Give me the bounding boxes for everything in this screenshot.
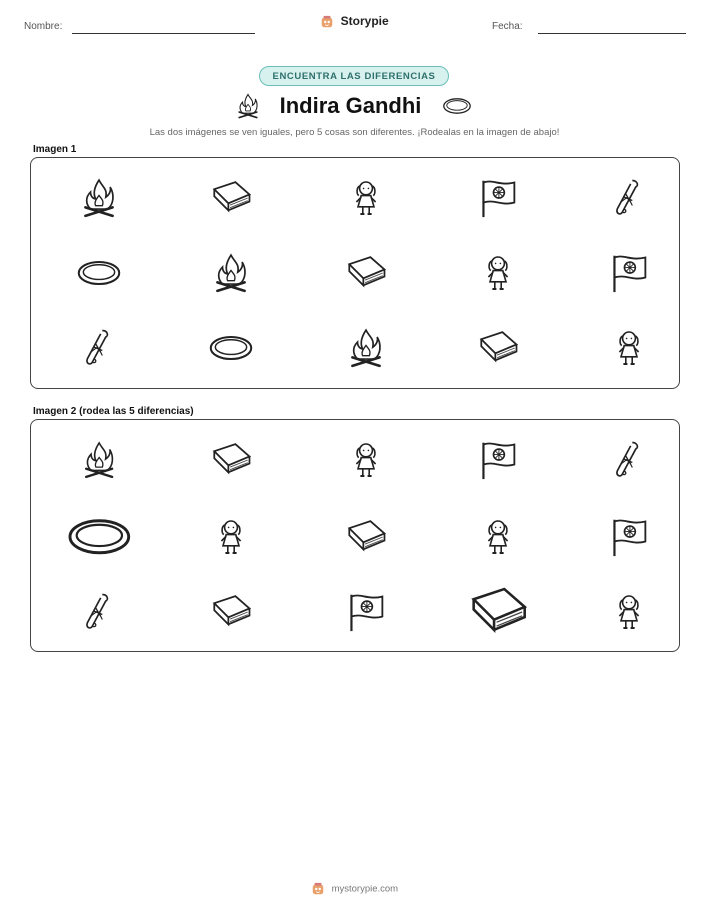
doll-icon[interactable] xyxy=(482,515,514,559)
book-icon xyxy=(344,253,388,293)
doll-icon xyxy=(613,326,645,370)
brand-logo xyxy=(0,14,709,29)
flag-icon xyxy=(478,176,518,220)
fire-icon xyxy=(82,176,116,220)
footer xyxy=(0,882,709,896)
fire-icon[interactable] xyxy=(83,439,115,481)
scroll-icon[interactable] xyxy=(84,590,114,634)
book-icon xyxy=(476,328,520,368)
book-icon[interactable] xyxy=(344,517,388,557)
ring-icon xyxy=(76,258,122,288)
section2-label: Imagen 2 (rodea las 5 diferencias) xyxy=(33,406,194,417)
doll-icon xyxy=(350,176,382,220)
fire-icon xyxy=(214,251,248,295)
doll-icon[interactable] xyxy=(215,515,247,559)
flag-icon[interactable] xyxy=(346,590,386,634)
image1-panel xyxy=(30,157,680,389)
name-field[interactable] xyxy=(72,33,255,34)
flag-icon[interactable] xyxy=(609,515,649,559)
storypie-icon xyxy=(311,882,325,896)
page-title-row xyxy=(0,92,709,120)
doll-icon xyxy=(482,251,514,295)
ring-icon xyxy=(208,333,254,363)
brand-name: Storypie xyxy=(340,14,389,28)
activity-badge: ENCUENTRA LAS DIFERENCIAS xyxy=(259,66,449,86)
footer-url[interactable]: mystorypie.com xyxy=(331,883,399,895)
date-field[interactable] xyxy=(538,33,686,34)
ring-icon[interactable] xyxy=(66,515,133,559)
book-icon xyxy=(209,178,253,218)
instructions: Las dos imágenes se ven iguales, pero 5 cosas son diferentes. ¡Rodealas en la imagen de abajo! xyxy=(149,127,560,138)
scroll-icon xyxy=(84,326,114,370)
name-label: Nombre: xyxy=(24,21,63,32)
storypie-icon xyxy=(320,15,334,29)
doll-icon[interactable] xyxy=(613,590,645,634)
flag-icon[interactable] xyxy=(478,438,518,482)
image2-panel[interactable] xyxy=(30,419,680,652)
section1-label: Imagen 1 xyxy=(33,144,77,155)
scroll-icon xyxy=(614,176,644,220)
fire-icon xyxy=(349,326,383,370)
scroll-icon[interactable] xyxy=(614,438,644,482)
fire-icon xyxy=(237,92,259,120)
ring-icon xyxy=(442,96,472,116)
book-icon[interactable] xyxy=(466,583,530,641)
date-label: Fecha: xyxy=(492,21,523,32)
page-title: Indira Gandhi xyxy=(279,93,422,119)
doll-icon[interactable] xyxy=(350,438,382,482)
book-icon[interactable] xyxy=(209,440,253,480)
flag-icon xyxy=(609,251,649,295)
book-icon[interactable] xyxy=(209,592,253,632)
